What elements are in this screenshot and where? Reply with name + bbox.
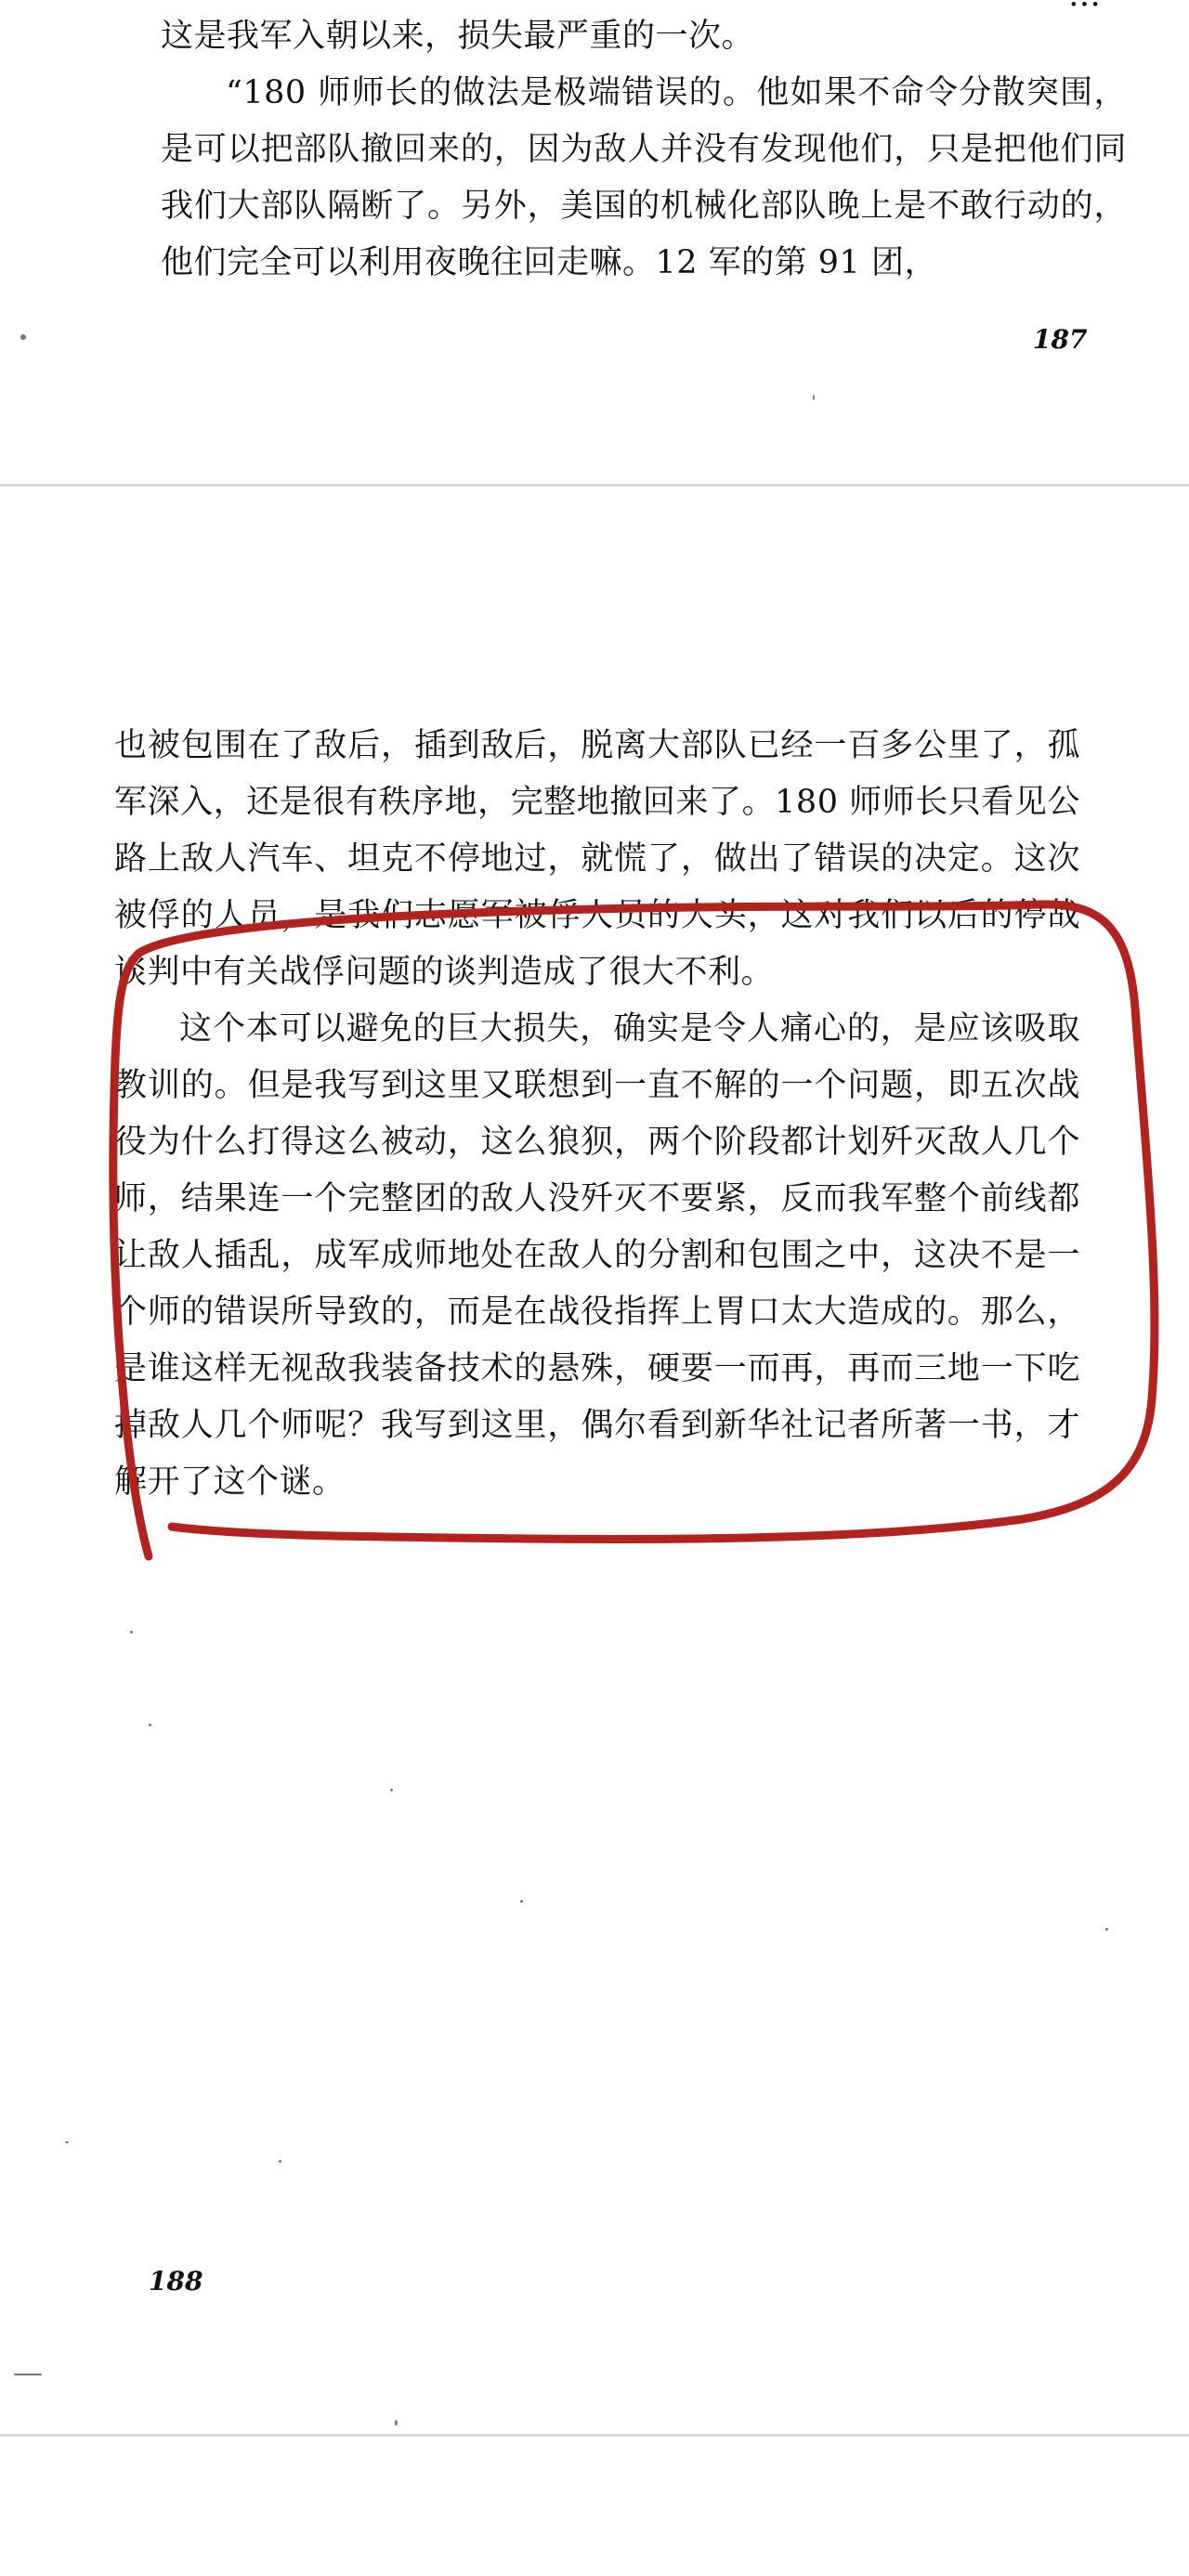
page-number: 188 <box>149 2266 203 2296</box>
paragraph: 这是我军入朝以来，损失最严重的一次。 <box>161 18 755 55</box>
page-187 <box>0 0 1189 483</box>
scan-speck <box>390 1789 393 1791</box>
scan-speck <box>20 334 26 340</box>
scan-speck <box>14 2374 42 2375</box>
scan-speck <box>813 395 815 400</box>
page-188 <box>0 488 1189 2434</box>
page-divider <box>0 2434 1189 2437</box>
page-188-text <box>114 718 1080 1511</box>
paragraph: “180 师师长的做法是极端错误的。他如果不命令分散突围，是可以把部队撤回来的，因为敌人并没有发现他们，只是把他们同我们大部队隔断了。另外，美国的机械化部队晚上是不敢行动的，他们完全可以利用夜晚往回走嘛。12 军的第 91 团， <box>161 74 1127 281</box>
scan-speck <box>149 1724 151 1726</box>
paragraph: 这个本可以避免的巨大损失，确实是令人痛心的，是应该吸取教训的。但是我写到这里又联想到一直不解的一个问题，即五次战役为什么打得这么被动，这么狼狈，两个阶段都计划歼灭敌人几个师，结果连一个完整团的敌人没歼灭不要紧，反而我军整个前线都让敌人插乱，成军成师地处在敌人的分割和包围之中，这决不是一个师的错误所导致的，而是在战役指挥上胃口太大造成的。那么，是谁这样无视敌我装备技术的悬殊，硬要一而再，再而三地一下吃掉敌人几个师呢？我写到这里，偶尔看到新华社记者所著一书，才解开了这个谜。 <box>114 1010 1080 1501</box>
scan-speck <box>1105 1928 1108 1931</box>
paragraph: 也被包围在了敌后，插到敌后，脱离大部队已经一百多公里了，孤军深入，还是很有秩序地，完整地撤回来了。180 师师长只看见公路上敌人汽车、坦克不停地过，就慌了，做出了错误的决定。这次被俘的人员，是我们志愿军被俘人员的大头，这对我们以后的停战谈判中有关战俘问题的谈判造成了很大不利。 <box>114 727 1080 991</box>
scan-speck <box>520 1900 523 1903</box>
scan-speck <box>279 2160 281 2163</box>
scan-speck <box>395 2420 398 2426</box>
page-187-text <box>161 8 1127 292</box>
page-divider <box>0 484 1189 487</box>
page-number: 187 <box>1033 324 1088 355</box>
scan-speck <box>130 1631 133 1633</box>
scan-speck <box>65 2141 69 2143</box>
